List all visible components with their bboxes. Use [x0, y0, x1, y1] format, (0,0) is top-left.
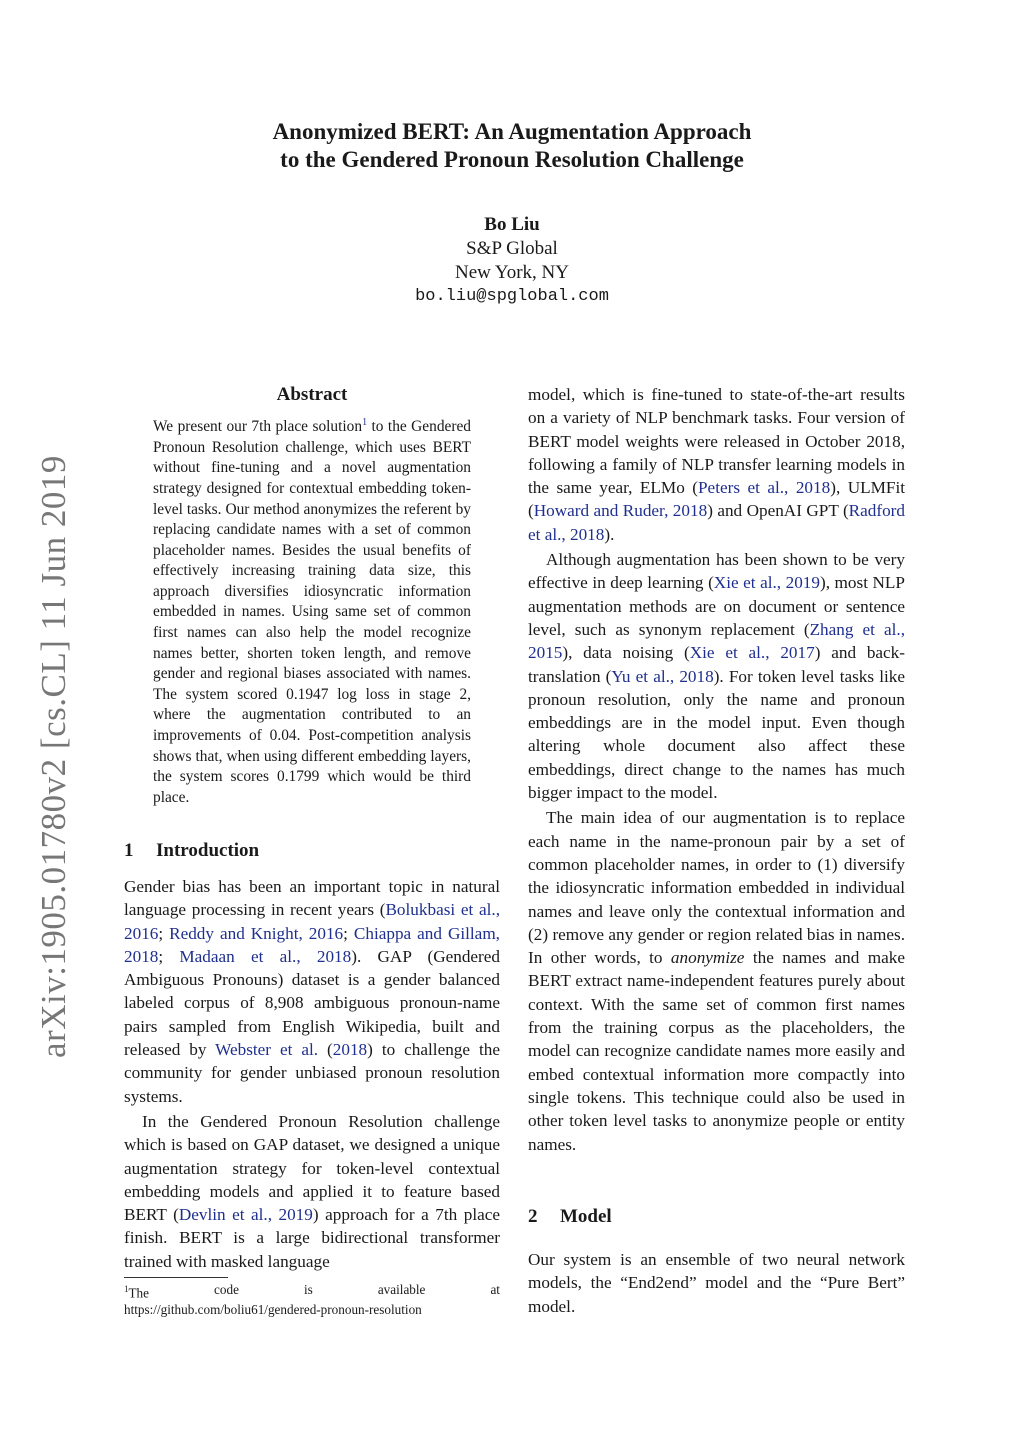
left-column-body: [124, 875, 500, 1273]
author-name: Bo Liu: [484, 214, 540, 235]
text-run: ) and OpenAI GPT (: [707, 501, 849, 521]
citation-link[interactable]: Howard and Ruder, 2018: [533, 501, 708, 521]
author-location: New York, NY: [454, 262, 569, 283]
right-column-body: [528, 383, 905, 1156]
abstract-text-b: to the Gendered Pronoun Resolution challenge, which uses BERT without fine-tuning and a novel augmentation strategy designed for contextual embedding token-level tasks. Our method anonymizes the referent by replacing candidate names with a set of common placeholder names. Besides the usual benefits of effectively increasing training data size, this approach diversifies idiosyncratic information embedded in names. Using same set of common first names can also help the model recognize names better, shorten token length, and remove gender and regional biases associated with names. The system scored 0.1947 log loss in stage 2, where the augmentation contributed to an improvements of 0.04. Post-competition analysis shows that, when using different embedding layers, the system scores 0.1799 which would be third place.: [153, 418, 471, 806]
section-number: 2: [528, 1206, 538, 1227]
citation-link[interactable]: Xie et al., 2019: [713, 573, 820, 593]
right-paragraph-2: [528, 548, 905, 804]
section-number: 1: [124, 840, 134, 861]
author-block: [0, 213, 1024, 309]
citation-link[interactable]: Chiappa and Gillam, 2018: [124, 923, 500, 966]
arxiv-stamp: arXiv:1905.01780v2 [cs.CL] 11 Jun 2019: [34, 455, 73, 1058]
text-run: Gender bias has been an important topic in natural language processing in recent years (: [124, 877, 500, 920]
text-run: ) to challenge the community for gender unbiased pronoun resolution systems.: [124, 1040, 500, 1106]
citation-link[interactable]: Devlin et al., 2019: [178, 1205, 313, 1225]
footnote-word: is: [303, 1282, 313, 1297]
right-paragraph-3: [528, 806, 905, 1155]
footnote-divider: [124, 1277, 228, 1278]
text-run: ), most NLP augmentation methods are on document or sentence level, such as synonym replacement (: [528, 573, 905, 639]
section-title: Model: [560, 1206, 612, 1227]
author-email[interactable]: bo.liu@spglobal.com: [415, 287, 609, 306]
footnote-word: code: [214, 1282, 239, 1297]
title-line-2: to the Gendered Pronoun Resolution Challenge: [280, 147, 744, 172]
text-run: In the Gendered Pronoun Resolution challenge which is based on GAP dataset, we designed a unique augmentation strategy for token-level contextual embedding models and applied it to feature based BERT (: [124, 1111, 500, 1225]
section-title: Introduction: [156, 840, 260, 861]
text-run: ) and back-translation (: [528, 643, 905, 686]
text-run: ;: [343, 923, 354, 943]
title-line-1: Anonymized BERT: An Augmentation Approach: [272, 119, 752, 144]
footnote-word: at: [490, 1282, 500, 1297]
citation-link[interactable]: Webster et al.: [215, 1040, 319, 1060]
text-run: ) approach for a 7th place finish. BERT is a large bidirectional transformer trained with masked language: [124, 1205, 500, 1271]
citation-link[interactable]: Bolukbasi et al., 2016: [124, 900, 500, 943]
text-run: the names and make BERT extract name-independent features purely about context. With the same set of common first names from the training corpus as the placeholders, the model can recognize candidate names more easily and embed contextual information more compactly into single tokens. This technique could also be used in other token level tasks to anonymize people or entity names.: [528, 948, 905, 1154]
model-paragraph-1: Our system is an ensemble of two neural network models, the “End2end” model and the “Pure Bert” model.: [528, 1250, 905, 1316]
citation-link[interactable]: Yu et al., 2018: [611, 666, 714, 686]
section-1-heading: [124, 840, 259, 862]
text-run: The main idea of our augmentation is to replace each name in the name-pronoun pair by a set of common placeholder names, in order to (1) diversify the idiosyncratic information embedded in individual names and leave only the contextual information and (2) remove any gender or region related bias in names. In other words, to: [528, 808, 905, 968]
footnote-word: available: [377, 1282, 426, 1297]
footnote-url[interactable]: https://github.com/boliu61/gendered-pronoun-resolution: [124, 1302, 422, 1318]
text-run: ;: [158, 946, 180, 966]
intro-paragraph-2: [124, 1110, 500, 1273]
footnote-word: The: [128, 1285, 150, 1301]
footnote-mark: 1: [124, 1284, 129, 1294]
footnote-mark-link[interactable]: 1: [362, 417, 368, 428]
text-run: (: [318, 1040, 333, 1060]
model-section-body: [528, 1248, 905, 1318]
text-run: ). For token level tasks like pronoun resolution, only the name and pronoun embeddings are in the model input. Even though altering whole document also affect these embeddings, direct change to the names has much bigger impact to the model.: [528, 666, 905, 803]
citation-link[interactable]: Radford et al., 2018: [528, 501, 905, 544]
citation-link[interactable]: 2018: [332, 1040, 368, 1060]
intro-paragraph-1: [124, 875, 500, 1108]
abstract-text-a: We present our 7th place solution: [153, 418, 363, 436]
citation-link[interactable]: Madaan et al., 2018: [179, 946, 352, 966]
text-run: Although augmentation has been shown to be very effective in deep learning (: [528, 550, 905, 593]
text-run: ;: [158, 923, 170, 943]
citation-link[interactable]: Reddy and Knight, 2016: [169, 923, 344, 943]
author-affiliation: S&P Global: [466, 238, 558, 259]
citation-link[interactable]: Xie et al., 2017: [689, 643, 815, 663]
abstract-heading: Abstract: [276, 384, 348, 405]
text-run: ), ULMFit (: [528, 478, 906, 521]
section-2-heading: [528, 1206, 612, 1228]
footnote: [124, 1281, 500, 1318]
text-run: ). GAP (Gendered Ambiguous Pronouns) dataset is a gender balanced labeled corpus of 8,908 ambiguous pronoun-name pairs sampled from English Wikipedia, built and released by: [124, 946, 500, 1060]
text-run: model, which is fine-tuned to state-of-the-art results on a variety of NLP benchmark tasks. Four version of BERT model weights were released in October 2018, following a family of NLP transfer learning models in the same year, ELMo (: [528, 385, 905, 498]
abstract-body: [153, 413, 471, 808]
emphasis: anonymize: [670, 948, 745, 968]
text-run: ).: [604, 524, 615, 544]
citation-link[interactable]: Peters et al., 2018: [698, 478, 831, 498]
citation-link[interactable]: Zhang et al., 2015: [528, 619, 905, 663]
text-run: ), data noising (: [562, 643, 690, 663]
paper-title: [0, 118, 1024, 174]
right-paragraph-1: [528, 383, 905, 546]
